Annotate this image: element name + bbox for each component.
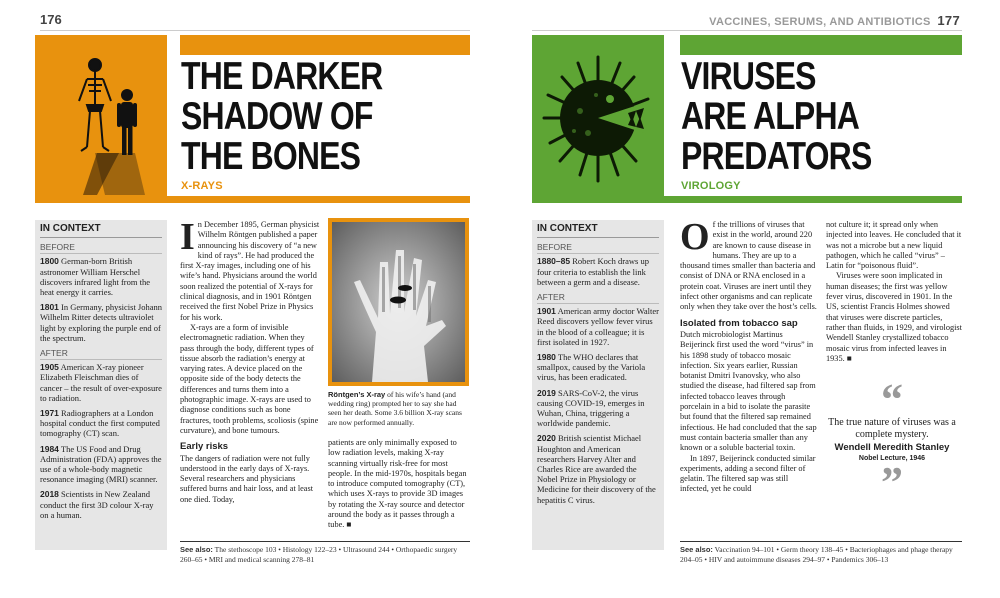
section-heading: Isolated from tobacco sap — [680, 317, 798, 329]
right-body-column-2 — [826, 220, 962, 364]
right-body-column-1: Of the trillions of viruses that exist in the world, around 220 are known to cause disease in humans. They are up to a thousand times smaller than bacteria and consist of DNA or RNA enclosed in a protein coat. Viruses are inert until they infect other organisms and can replicate only when they take over the host’s cells. Isolated from tobacco sap Dutch microbiologist Martinus Beijerinck first used the word “virus” in his 1898 study of tobacco mosaic infection. Six years earlier, Russian botanist Dmitri Ivanovsky, who also studied the disease, had filtered sap from infected tobacco leaves through porcelain in a bid to isolate the parasite but found that the filtered sap remained infectious. He had concluded that the sap must contain bacteria smaller than any known or a soluble bacterial toxin. In 1897, Beijerinck conducted similar experiments, adding a second filter of gelatin. The filtered sap was still infected, yet he could — [680, 216, 817, 494]
left-title: THE DARKER SHADOW OF THE BONES — [181, 55, 383, 178]
close-quote-mark: ” — [881, 458, 903, 507]
drop-cap: O — [680, 216, 710, 258]
right-subtitle: VIROLOGY — [681, 180, 741, 192]
drop-cap: I — [180, 216, 195, 258]
virus-predator-icon — [532, 35, 664, 201]
context-event: 1905 American X-ray pioneer Elizabeth Fleischman dies of cancer – the result of over-exposure to radiation. — [40, 362, 162, 403]
context-event: 1901 American army doctor Walter Reed discovers yellow fever virus in the blood of a colleague; it is first isolated in 1927. — [537, 306, 659, 347]
context-event: 2020 British scientist Michael Houghton and American researchers Harvey Alter and Charles Rice are awarded the Nobel Prize in Physiology or Medicine for their discovery of the hepatitis C virus. — [537, 433, 656, 505]
left-subtitle: X-RAYS — [181, 180, 223, 192]
running-head: VACCINES, SERUMS, AND ANTIBIOTICS 177 — [709, 13, 960, 28]
xray-skeleton-icon — [35, 35, 167, 201]
left-title-bar — [180, 35, 470, 55]
body-paragraph: The dangers of radiation were not fully understood in the early days of X-rays. Several researchers and physicians suffered burns and hair loss, and at least one died. Today, — [180, 453, 314, 504]
left-body-column-1: In December 1895, German physicist Wilhelm Röntgen published a paper announcing his discovery of “a new kind of rays”. He had produced the first X-ray images, including one of his wife’s hand. Physicians around the world soon realized the potential of X-rays for clinical diagnosis, and in 1901 Röntgen received the first Nobel Prize in Physics for his work. X-rays are a form of invisible electromagnetic radiation. When they pass through the body, different types of tissue absorb the radiation’s energy at varying rates. A device placed on the opposite side of the body detects the differences and turns them into a photographic image. X-rays are used to diagnose conditions such as bone fractures, tooth problems, scoliosis (spine curvature), and bone tumours. Early risks The dangers of radiation were not fully understood in the early days of X-rays. Several researchers and physicians suffered burns and hair loss, and at least one died. Today, — [180, 216, 320, 504]
context-event: 1880–85 Robert Koch draws up four criteria to establish the link between a germ and a disease. — [537, 256, 649, 287]
open-quote-mark: “ — [881, 375, 903, 424]
right-title-bar — [680, 35, 962, 55]
quote-author: Wendell Meredith Stanley — [834, 442, 950, 453]
context-event: 1984 The US Food and Drug Administration (FDA) approves the use of a whole-body magnetic resonance imaging (MRI) scanner. — [40, 443, 162, 485]
context-event: 1800 German-born British astronomer William Herschel discovers infrared light from the heat energy it carries. — [40, 256, 150, 298]
context-event: 1971 Radiographers at a London hospital conduct the first computed tomography (CT) scan. — [40, 408, 160, 439]
body-paragraph: patients are only minimally exposed to low radiation levels, making X-ray scanning virtually risk-free for most people. In the mid-1970s, hospitals began to introduce computed tomography (CT), which uses X-rays to provide 3D images by rotating the X-ray source and detector around the body as it passes through a tube. ■ — [328, 438, 467, 530]
body-paragraph: not culture it; it spread only when injected into leaves. He concluded that it was not a microbe but a new liquid pathogen, which he called “virus” – Latin for “poisonous fluid”. — [826, 220, 962, 271]
quote-text: The true nature of viruses was a complete mystery. — [828, 417, 956, 440]
section-heading: Early risks — [180, 441, 229, 453]
left-see-also: See also: The stethoscope 103 • Histology 122–23 • Ultrasound 244 • Orthopaedic surgery 260–65 • MRI and medical scanning 278–81 — [180, 541, 470, 564]
right-title: VIRUSES ARE ALPHA PREDATORS — [681, 55, 872, 178]
in-context-heading: IN CONTEXT — [537, 224, 659, 238]
xray-hand-image — [328, 218, 469, 386]
left-in-context-box — [35, 220, 167, 550]
body-paragraph: X-rays are a form of invisible electromagnetic radiation. When they pass through the body, different types of tissue absorb the radiation’s energy at varying rates. A device placed on the opposite side of the body detects the differences and turns them into a photographic image. X-rays are used to diagnose conditions such as bone fractures, tooth problems, scoliosis (spine curvature), and bone tumours. — [180, 322, 319, 435]
context-event: 1980 The WHO declares that smallpox, caused by the Variola virus, has been eradicated. — [537, 352, 646, 383]
pull-quote — [826, 375, 958, 507]
body-paragraph: In 1897, Beijerinck conducted similar experiments, adding a second filter of gelatin. The filtered sap was still infected, yet he could — [680, 453, 816, 494]
right-subtitle-bar — [532, 196, 962, 203]
right-in-context-box — [532, 220, 664, 550]
right-header-rule — [532, 30, 962, 31]
left-subtitle-bar — [35, 196, 470, 203]
context-event: 2019 SARS-CoV-2, the virus causing COVID-19, emerges in Wuhan, China, triggering a worldwide pandemic. — [537, 387, 645, 429]
in-context-heading: IN CONTEXT — [40, 224, 162, 238]
right-page-number: 177 — [937, 13, 960, 28]
body-paragraph: Dutch microbiologist Martinus Beijerinck first used the word “virus” in his 1898 study of tobacco mosaic infection. Six years earlier, Russian botanist Dmitri Ivanovsky, who also studied the disease, had filtered sap from infected tobacco leaves through porcelain in a bid to isolate the parasite but found that the filtered sap remained infectious. He had concluded that the sap must contain bacteria smaller than any known or a soluble bacterial toxin. — [680, 329, 817, 453]
context-event: 2018 Scientists in New Zealand conduct the first 3D colour X-ray on a human. — [40, 489, 154, 520]
after-label: AFTER — [40, 348, 162, 360]
before-label: BEFORE — [40, 242, 162, 254]
before-label: BEFORE — [537, 242, 659, 254]
left-body-column-2 — [328, 438, 469, 531]
xray-caption: Röntgen’s X-ray of his wife’s hand (and wedding ring) prompted her to say she had seen her death. Some 3.6 billion X-ray scans are now performed annually. — [328, 390, 462, 427]
right-see-also: See also: Vaccination 94–101 • Germ theory 138–45 • Bacteriophages and phage therapy 204–05 • HIV and autoimmune diseases 294–97 • Pandemics 306–13 — [680, 541, 962, 564]
after-label: AFTER — [537, 292, 659, 304]
quote-source: Nobel Lecture, 1946 — [858, 455, 926, 462]
body-paragraph: Viruses were soon implicated in human diseases; the first was yellow fever virus, discovered in 1901. In the US, scientist Francis Holmes showed that viruses were discrete particles, rather than fluids, in 1929, and virologist Wendell Stanley crystallized tobacco mosaic virus from infected leaves in 1935. ■ — [826, 271, 962, 363]
left-header-rule — [40, 30, 470, 31]
context-event: 1801 In Germany, physicist Johann Wilhelm Ritter detects ultraviolet light by exploring the purple end of the spectrum. — [40, 302, 163, 343]
left-page-number: 176 — [40, 12, 62, 27]
